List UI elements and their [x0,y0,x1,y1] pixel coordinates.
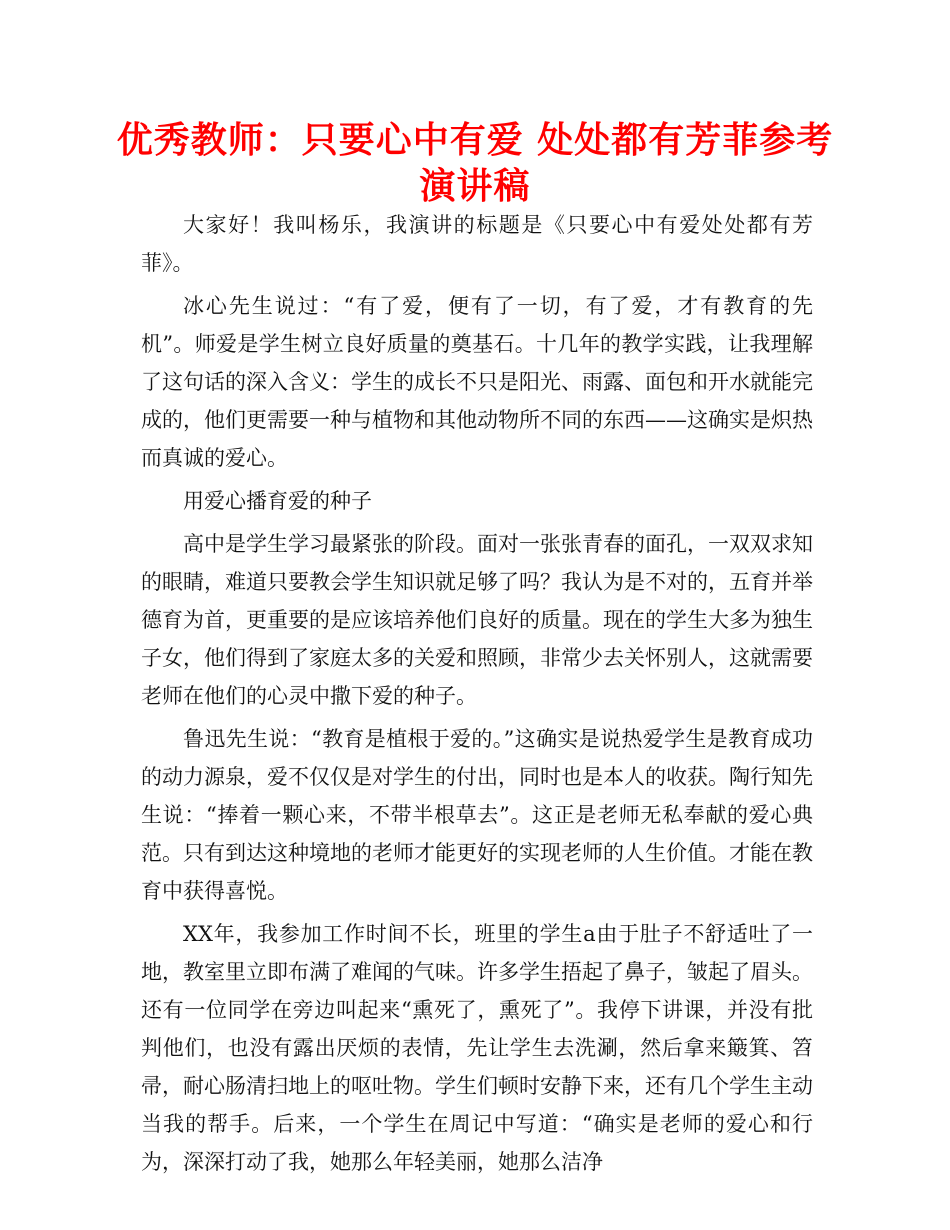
paragraph-bingxin-quote: 冰心先生说过：“有了爱，便有了一切，有了爱，才有教育的先机”。师爱是学生树立良好质量的奠基石。十几年的教学实践，让我理解了这句话的深入含义：学生的成长不只是阳光、雨露、面包和开水就能完成的，他们更需要一种与植物和其他动物所不同的东西——这确实是炽热而真诚的爱心。 [141,294,813,470]
paragraph-story: XX年，我参加工作时间不长，班里的学生a由于肚子不舒适吐了一地，教室里立即布满了难闻的气味。许多学生捂起了鼻子，皱起了眉头。还有一位同学在旁边叫起来“熏死了，熏死了”。我停下讲课，并没有批判他们，也没有露出厌烦的表情，先让学生去洗涮，然后拿来簸箕、笤帚，耐心肠清扫地上的呕吐物。学生们顿时安静下来，还有几个学生主动当我的帮手。后来，一个学生在周记中写道：“确实是老师的爱心和行为，深深打动了我，她那么年轻美丽，她那么洁净 [141,922,813,1174]
document-title: 优秀教师：只要心中有爱 处处都有芳菲参考演讲稿 [116,120,834,207]
paragraph-luxun-quote: 鲁迅先生说：“教育是植根于爱的。”这确实是说热爱学生是教育成功的动力源泉，爱不仅仅是对学生的付出，同时也是本人的收获。陶行知先生说：“捧着一颗心来，不带半根草去”。这正是老师无私奉献的爱心典范。只有到达这种境地的老师才能更好的实现老师的人生价值。才能在教育中获得喜悦。 [141,727,813,903]
paragraph-greeting: 大家好！我叫杨乐，我演讲的标题是《只要心中有爱处处都有芳菲》。 [141,213,813,275]
paragraph-high-school: 高中是学生学习最紧张的阶段。面对一张张青春的面孔，一双双求知的眼睛，难道只要教会学生知识就足够了吗？我认为是不对的，五育并举德育为首，更重要的是应该培养他们良好的质量。现在的学生大多为独生子女，他们得到了家庭太多的关爱和照顾，非常少去关怀别人，这就需要老师在他们的心灵中撒下爱的种子。 [141,532,813,708]
document-body [141,206,813,1186]
section-heading: 用爱心播育爱的种子 [183,489,372,513]
